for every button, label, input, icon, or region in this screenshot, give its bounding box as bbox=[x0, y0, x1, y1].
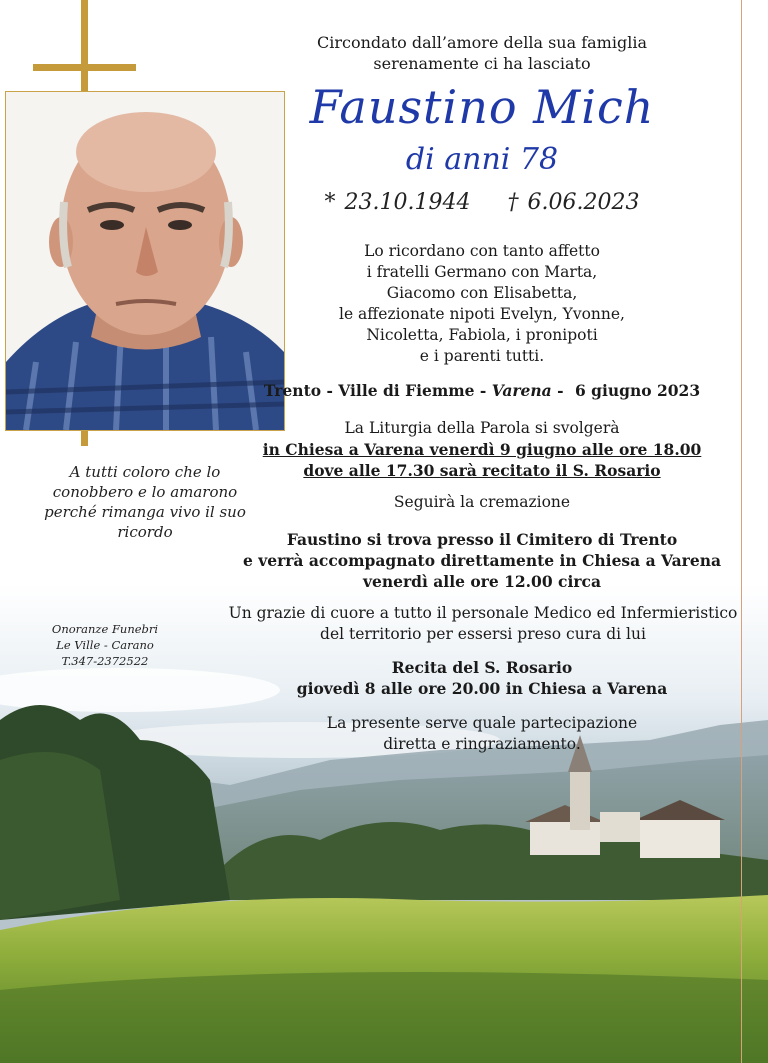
location-line-2: e verrà accompagnato direttamente in Chiesa a Varena bbox=[242, 551, 722, 570]
funeral-home-info bbox=[40, 621, 170, 669]
intro-line-1: Circondato dall’amore della sua famiglia bbox=[317, 33, 647, 52]
dedication-caption bbox=[20, 462, 270, 542]
location-line-1: Faustino si trova presso il Cimitero di Trento bbox=[286, 530, 678, 549]
family-line: i fratelli Germano con Marta, bbox=[366, 263, 598, 281]
family-line: e i parenti tutti. bbox=[419, 347, 545, 365]
village: Varena bbox=[491, 381, 552, 400]
closing-line-1: La presente serve quale partecipazione bbox=[326, 714, 638, 732]
deceased-age: di anni 78 bbox=[405, 142, 559, 177]
funeral-home-phone: T.347-2372522 bbox=[61, 654, 149, 668]
location-block bbox=[232, 529, 732, 592]
caption-line-4: ricordo bbox=[117, 523, 173, 541]
caption-line-2: conobbero e lo amarono bbox=[52, 483, 238, 501]
thanks-block bbox=[228, 603, 738, 645]
funeral-home-location: Le Ville - Carano bbox=[56, 638, 154, 652]
cremation-note: Seguirà la cremazione bbox=[393, 493, 571, 511]
birth-date: * 23.10.1944 bbox=[324, 190, 471, 215]
rosary-block bbox=[232, 657, 732, 699]
family-line: Giacomo con Elisabetta, bbox=[386, 284, 578, 302]
cross-horizontal-bar bbox=[33, 64, 136, 71]
rosary-line-2: giovedì 8 alle ore 20.00 in Chiesa a Varena bbox=[296, 679, 668, 698]
family-list bbox=[232, 241, 732, 367]
thanks-line-2: del territorio per essersi preso cura di lui bbox=[320, 625, 646, 643]
deceased-name: Faustino Mich bbox=[309, 80, 655, 134]
caption-line-3: perché rimanga vivo il suo bbox=[44, 503, 246, 521]
family-line: Lo ricordano con tanto affetto bbox=[364, 242, 600, 260]
places: Trento - Ville di Fiemme - bbox=[263, 381, 492, 400]
right-border-line bbox=[741, 0, 742, 1063]
life-dates bbox=[232, 190, 732, 215]
liturgy-line-2: in Chiesa a Varena venerdì 9 giugno alle ore 18.00 bbox=[262, 440, 702, 459]
intro-text bbox=[232, 32, 732, 74]
place-date-line bbox=[232, 380, 732, 401]
family-line: Nicoletta, Fabiola, i pronipoti bbox=[366, 326, 598, 344]
death-date: † 6.06.2023 bbox=[507, 190, 640, 215]
closing-line-2: diretta e ringraziamento. bbox=[383, 735, 581, 753]
closing-block bbox=[232, 713, 732, 755]
location-line-3: venerdì alle ore 12.00 circa bbox=[362, 572, 602, 591]
thanks-line-1: Un grazie di cuore a tutto il personale Medico ed Infermieristico bbox=[228, 604, 738, 622]
caption-line-1: A tutti coloro che lo bbox=[69, 463, 221, 481]
announce-date: 6 giugno 2023 bbox=[574, 381, 701, 400]
rosary-line-1: Recita del S. Rosario bbox=[391, 658, 573, 677]
intro-line-2: serenamente ci ha lasciato bbox=[373, 54, 591, 73]
liturgy-line-1: La Liturgia della Parola si svolgerà bbox=[344, 419, 620, 437]
family-line: le affezionate nipoti Evelyn, Yvonne, bbox=[339, 305, 625, 323]
liturgy-line-3: dove alle 17.30 sarà recitato il S. Rosario bbox=[303, 461, 661, 480]
separator: - bbox=[551, 381, 569, 400]
liturgy-block bbox=[232, 418, 732, 481]
funeral-home-name: Onoranze Funebri bbox=[51, 622, 159, 636]
